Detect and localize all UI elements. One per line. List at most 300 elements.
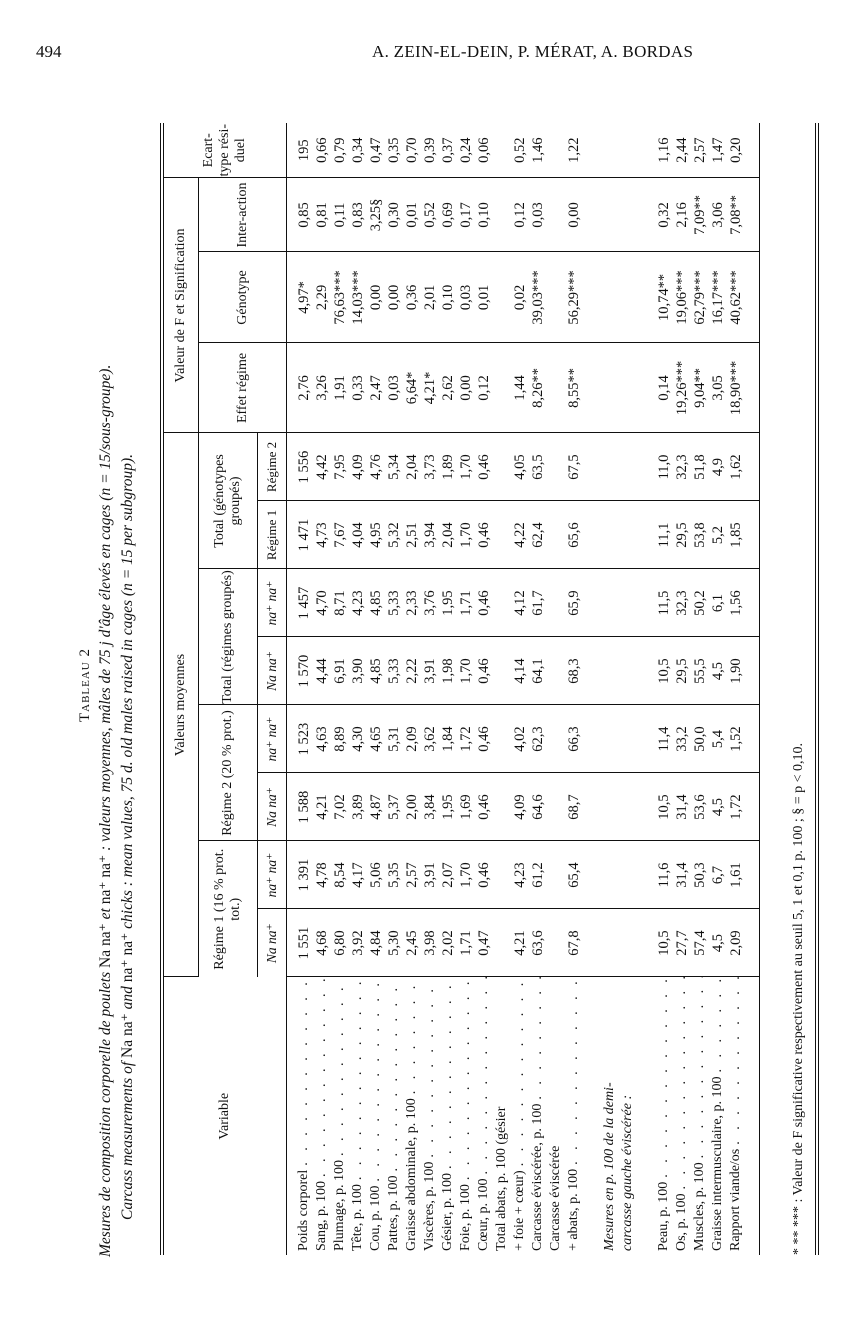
running-header-authors: A. ZEIN-EL-DEIN, P. MÉRAT, A. BORDAS xyxy=(372,42,694,61)
empty-cell xyxy=(637,773,655,841)
dot-leader xyxy=(385,978,403,1176)
empty-cell xyxy=(637,841,655,909)
dot-leader xyxy=(673,978,691,1194)
caption-text: Carcass measurements of xyxy=(119,1057,136,1220)
empty-cell xyxy=(287,637,296,705)
value-cell: 4,22 xyxy=(493,501,529,569)
row-label-line xyxy=(655,978,673,1252)
header-genotype-col: na⁺ na⁺ xyxy=(258,841,287,909)
value-cell: 4,04 xyxy=(349,501,367,569)
value-cell: 16,17*** xyxy=(709,252,727,343)
value-cell: 56,29*** xyxy=(547,252,583,343)
row-label-line xyxy=(727,978,745,1252)
value-cell: 4,17 xyxy=(349,841,367,909)
value-cell: 68,3 xyxy=(547,637,583,705)
value-cell: 3,94 xyxy=(421,501,439,569)
row-label-text: carcasse gauche éviscérée : xyxy=(620,1094,635,1251)
value-cell: 1,56 xyxy=(727,569,745,637)
row-label-line xyxy=(331,978,349,1252)
value-cell: 4,09 xyxy=(349,433,367,501)
value-cell: 0,47 xyxy=(475,909,493,977)
row-label xyxy=(403,977,421,1255)
double-rule xyxy=(815,123,819,1255)
value-cell: 64,1 xyxy=(529,637,547,705)
value-cell: 5,33 xyxy=(385,637,403,705)
value-cell: 4,44 xyxy=(313,637,331,705)
value-cell: 4,21 xyxy=(313,773,331,841)
empty-cell xyxy=(287,252,296,343)
value-cell: 0,34 xyxy=(349,123,367,178)
value-cell: 2,04 xyxy=(403,433,421,501)
empty-cell xyxy=(745,433,760,501)
caption-text: et xyxy=(97,904,114,924)
value-cell: 4,73 xyxy=(313,501,331,569)
value-cell: 8,55** xyxy=(547,343,583,433)
header-genotype-col: na⁺ na⁺ xyxy=(258,569,287,637)
empty-cell xyxy=(745,909,760,977)
value-cell: 3,98 xyxy=(421,909,439,977)
value-cell: 61,2 xyxy=(529,841,547,909)
header-genotype: Génotype xyxy=(199,252,287,343)
empty-cell xyxy=(287,841,296,909)
empty-cell xyxy=(583,977,601,1255)
row-label-text: Carcasse éviscérée xyxy=(548,1145,563,1251)
value-cell: 0,32 xyxy=(655,178,673,252)
empty-cell xyxy=(287,705,296,773)
spacer-row xyxy=(583,123,601,1255)
value-cell: 1,52 xyxy=(727,705,745,773)
value-cell: 4,78 xyxy=(313,841,331,909)
empty-cell xyxy=(287,773,296,841)
value-cell: 31,4 xyxy=(673,773,691,841)
empty-cell xyxy=(287,123,296,178)
value-cell: 3,91 xyxy=(421,637,439,705)
value-cell: 39,03*** xyxy=(529,252,547,343)
value-cell: 0,46 xyxy=(475,637,493,705)
table-row xyxy=(475,123,493,1255)
value-cell: 50,0 xyxy=(691,705,709,773)
value-cell: 0,00 xyxy=(457,343,475,433)
row-label-text: Rapport viande/os xyxy=(728,1148,743,1251)
value-cell: 57,4 xyxy=(691,909,709,977)
value-cell: 2,02 xyxy=(439,909,457,977)
value-cell: 0,46 xyxy=(475,569,493,637)
value-cell: 5,37 xyxy=(385,773,403,841)
value-cell: 3,06 xyxy=(709,178,727,252)
value-cell: 11,1 xyxy=(655,501,673,569)
value-cell: 1 391 xyxy=(295,841,313,909)
value-cell: 4,42 xyxy=(313,433,331,501)
value-cell: 4,85 xyxy=(367,569,385,637)
value-cell: 4,84 xyxy=(367,909,385,977)
value-cell: 5,4 xyxy=(709,705,727,773)
value-cell: 3,91 xyxy=(421,841,439,909)
row-label xyxy=(295,977,313,1255)
value-cell: 1,72 xyxy=(457,705,475,773)
table-row xyxy=(529,123,547,1255)
value-cell: 1 551 xyxy=(295,909,313,977)
header-regime-col: Régime 2 xyxy=(258,433,287,501)
empty-cell xyxy=(583,773,601,841)
row-label-text: Cœur, p. 100 xyxy=(476,1178,491,1251)
header-mean-values: Valeurs moyennes xyxy=(162,433,199,977)
value-cell: 4,21 xyxy=(493,909,529,977)
row-label-text: + foie + cœur) xyxy=(512,1170,527,1251)
value-cell: 0,10 xyxy=(475,178,493,252)
table-row xyxy=(727,123,745,1255)
table-row xyxy=(367,123,385,1255)
value-cell: 50,3 xyxy=(691,841,709,909)
value-cell: 65,6 xyxy=(547,501,583,569)
caption-genotype: Na na⁺ xyxy=(119,1013,136,1058)
header-genotype-col: Na na⁺ xyxy=(258,637,287,705)
caption-genotype: na⁺ na⁺ xyxy=(119,932,136,983)
table-body xyxy=(287,123,760,1255)
value-cell: 1,85 xyxy=(727,501,745,569)
table-row xyxy=(673,123,691,1255)
value-cell: 2,62 xyxy=(439,343,457,433)
value-cell: 3,62 xyxy=(421,705,439,773)
value-cell: 2,09 xyxy=(403,705,421,773)
value-cell xyxy=(601,252,637,343)
value-cell: 5,30 xyxy=(385,909,403,977)
dot-leader xyxy=(511,978,529,1171)
dot-leader xyxy=(421,978,439,1162)
value-cell: 1,46 xyxy=(529,123,547,178)
empty-cell xyxy=(637,501,655,569)
value-cell: 4,23 xyxy=(349,569,367,637)
value-cell: 3,05 xyxy=(709,343,727,433)
value-cell: 1,95 xyxy=(439,773,457,841)
row-label-text: Graisse abdominale, p. 100 xyxy=(404,1098,419,1251)
value-cell: 1,70 xyxy=(457,841,475,909)
dot-leader xyxy=(691,978,709,1163)
dot-leader xyxy=(655,978,673,1182)
value-cell: 1,91 xyxy=(331,343,349,433)
row-label-line xyxy=(493,978,511,1252)
value-cell: 4,12 xyxy=(493,569,529,637)
value-cell: 0,33 xyxy=(349,343,367,433)
header-variable: Variable xyxy=(162,977,287,1255)
value-cell: 63,6 xyxy=(529,909,547,977)
value-cell: 4,63 xyxy=(313,705,331,773)
value-cell: 3,26 xyxy=(313,343,331,433)
empty-cell xyxy=(745,977,760,1255)
value-cell: 32,3 xyxy=(673,569,691,637)
row-label-text: + abats, p. 100 xyxy=(566,1168,581,1251)
dot-leader xyxy=(529,978,547,1104)
value-cell: 0,00 xyxy=(385,252,403,343)
row-label-text: Carcasse éviscérée, p. 100 xyxy=(530,1103,545,1251)
row-label-line xyxy=(709,978,727,1252)
value-cell: 53,6 xyxy=(691,773,709,841)
row-label xyxy=(601,977,637,1255)
row-label-text: Gésier, p. 100 xyxy=(440,1173,455,1251)
value-cell: 4,68 xyxy=(313,909,331,977)
value-cell: 11,6 xyxy=(655,841,673,909)
value-cell: 1,70 xyxy=(457,501,475,569)
value-cell: 62,3 xyxy=(529,705,547,773)
empty-cell xyxy=(583,637,601,705)
value-cell xyxy=(601,773,637,841)
dot-leader xyxy=(403,978,421,1099)
value-cell xyxy=(601,637,637,705)
table-row xyxy=(403,123,421,1255)
value-cell xyxy=(601,705,637,773)
value-cell: 0,17 xyxy=(457,178,475,252)
row-label xyxy=(493,977,529,1255)
value-cell: 0,70 xyxy=(403,123,421,178)
dot-leader xyxy=(295,978,313,1170)
row-label-line xyxy=(673,978,691,1252)
value-cell: 29,5 xyxy=(673,637,691,705)
value-cell: 9,04** xyxy=(691,343,709,433)
value-cell: 1,47 xyxy=(709,123,727,178)
empty-cell xyxy=(745,343,760,433)
value-cell: 3,73 xyxy=(421,433,439,501)
value-cell: 67,5 xyxy=(547,433,583,501)
dot-leader xyxy=(727,978,745,1149)
value-cell: 1 570 xyxy=(295,637,313,705)
value-cell: 0,30 xyxy=(385,178,403,252)
empty-cell xyxy=(637,977,655,1255)
value-cell: 0,66 xyxy=(313,123,331,178)
row-label-line xyxy=(421,978,439,1252)
dot-leader xyxy=(709,978,727,1077)
value-cell: 1,95 xyxy=(439,569,457,637)
row-label-line xyxy=(349,978,367,1252)
value-cell: 3,89 xyxy=(349,773,367,841)
row-label-text: Peau, p. 100 xyxy=(656,1181,671,1251)
value-cell: 0,46 xyxy=(475,841,493,909)
empty-cell xyxy=(637,178,655,252)
value-cell: 0,36 xyxy=(403,252,421,343)
caption-text: chicks : mean values, 75 d. old males raised in cages (n = 15 per subgroup). xyxy=(119,454,136,933)
row-label-line xyxy=(313,978,331,1252)
empty-cell xyxy=(637,705,655,773)
value-cell: 3,92 xyxy=(349,909,367,977)
table-title: Tableau 2 xyxy=(77,647,93,723)
row-label-text: Graisse intermusculaire, p. 100 xyxy=(710,1076,725,1251)
value-cell: 1 523 xyxy=(295,705,313,773)
empty-cell xyxy=(583,705,601,773)
header-total-regimes: Total (régimes groupés) xyxy=(199,569,258,705)
value-cell: 10,5 xyxy=(655,773,673,841)
empty-cell xyxy=(583,501,601,569)
value-cell: 66,3 xyxy=(547,705,583,773)
value-cell: 4,65 xyxy=(367,705,385,773)
value-cell xyxy=(601,433,637,501)
value-cell: 2,51 xyxy=(403,501,421,569)
header-genotype-col: Na na⁺ xyxy=(258,909,287,977)
value-cell: 1,22 xyxy=(547,123,583,178)
header-residual-sd: Ecart-type rési-duel xyxy=(162,123,287,178)
header-interaction: Inter-action xyxy=(199,178,287,252)
empty-cell xyxy=(287,178,296,252)
row-label-line xyxy=(457,978,475,1252)
value-cell: 11,4 xyxy=(655,705,673,773)
value-cell: 27,7 xyxy=(673,909,691,977)
value-cell: 4,09 xyxy=(493,773,529,841)
value-cell: 50,2 xyxy=(691,569,709,637)
value-cell: 4,05 xyxy=(493,433,529,501)
value-cell: 33,2 xyxy=(673,705,691,773)
table-row xyxy=(385,123,403,1255)
footnote: * ** *** : Valeur de F significative respectivement au seuil 5, 1 et 0,1 p. 100 ; § = p < 0,10. xyxy=(791,742,806,1255)
value-cell: 3,84 xyxy=(421,773,439,841)
value-cell: 4,70 xyxy=(313,569,331,637)
value-cell xyxy=(601,343,637,433)
value-cell: 31,4 xyxy=(673,841,691,909)
value-cell: 2,07 xyxy=(439,841,457,909)
value-cell: 7,95 xyxy=(331,433,349,501)
table-row xyxy=(331,123,349,1255)
empty-cell xyxy=(745,123,760,178)
empty-cell xyxy=(287,909,296,977)
row-label-line xyxy=(619,978,637,1252)
value-cell: 5,2 xyxy=(709,501,727,569)
value-cell: 4,95 xyxy=(367,501,385,569)
value-cell: 2,44 xyxy=(673,123,691,178)
value-cell: 4,5 xyxy=(709,909,727,977)
value-cell: 6,1 xyxy=(709,569,727,637)
header-regime-1: Régime 1 (16 % prot. tot.) xyxy=(199,841,258,977)
value-cell: 67,8 xyxy=(547,909,583,977)
row-label-line xyxy=(511,978,529,1252)
value-cell: 0,37 xyxy=(439,123,457,178)
dot-leader xyxy=(439,978,457,1174)
value-cell: 19,06*** xyxy=(673,252,691,343)
empty-cell xyxy=(583,569,601,637)
dot-leader xyxy=(475,978,493,1179)
empty-cell xyxy=(637,123,655,178)
row-label-line xyxy=(385,978,403,1252)
empty-cell xyxy=(583,123,601,178)
value-cell: 5,35 xyxy=(385,841,403,909)
empty-cell xyxy=(745,569,760,637)
empty-cell xyxy=(745,637,760,705)
table-row xyxy=(295,123,313,1255)
value-cell: 5,32 xyxy=(385,501,403,569)
row-label xyxy=(421,977,439,1255)
value-cell: 2,47 xyxy=(367,343,385,433)
value-cell: 1 556 xyxy=(295,433,313,501)
value-cell: 10,5 xyxy=(655,909,673,977)
value-cell: 1,62 xyxy=(727,433,745,501)
value-cell: 1,16 xyxy=(655,123,673,178)
empty-cell xyxy=(745,501,760,569)
row-label-text: Foie, p. 100 xyxy=(458,1184,473,1251)
value-cell: 0,00 xyxy=(547,178,583,252)
value-cell xyxy=(601,178,637,252)
row-label xyxy=(709,977,727,1255)
value-cell: 2,22 xyxy=(403,637,421,705)
data-table xyxy=(160,123,760,1255)
value-cell: 0,46 xyxy=(475,433,493,501)
value-cell xyxy=(601,123,637,178)
value-cell: 2,29 xyxy=(313,252,331,343)
value-cell: 0,79 xyxy=(331,123,349,178)
table-row xyxy=(439,123,457,1255)
value-cell: 68,7 xyxy=(547,773,583,841)
row-label xyxy=(475,977,493,1255)
value-cell: 1,44 xyxy=(493,343,529,433)
value-cell: 7,09** xyxy=(691,178,709,252)
row-label xyxy=(673,977,691,1255)
value-cell: 2,04 xyxy=(439,501,457,569)
value-cell: 0,69 xyxy=(439,178,457,252)
value-cell: 0,12 xyxy=(475,343,493,433)
value-cell: 8,54 xyxy=(331,841,349,909)
value-cell: 76,63*** xyxy=(331,252,349,343)
section-row xyxy=(601,123,637,1255)
dot-leader xyxy=(313,978,331,1182)
value-cell: 0,01 xyxy=(475,252,493,343)
value-cell: 55,5 xyxy=(691,637,709,705)
value-cell: 0,39 xyxy=(421,123,439,178)
value-cell: 0,46 xyxy=(475,501,493,569)
value-cell: 0,81 xyxy=(313,178,331,252)
row-label xyxy=(313,977,331,1255)
row-label-line xyxy=(547,978,565,1252)
row-label-text: Cou, p. 100 xyxy=(368,1185,383,1251)
empty-cell xyxy=(287,569,296,637)
value-cell: 18,90*** xyxy=(727,343,745,433)
empty-cell xyxy=(583,841,601,909)
row-label xyxy=(529,977,547,1255)
value-cell: 63,5 xyxy=(529,433,547,501)
value-cell: 4,21* xyxy=(421,343,439,433)
value-cell: 4,9 xyxy=(709,433,727,501)
value-cell: 6,91 xyxy=(331,637,349,705)
value-cell: 61,7 xyxy=(529,569,547,637)
caption-genotype: Na na⁺ xyxy=(97,923,114,968)
value-cell: 10,5 xyxy=(655,637,673,705)
value-cell: 62,4 xyxy=(529,501,547,569)
value-cell: 29,5 xyxy=(673,501,691,569)
header-genotype-col: na⁺ na⁺ xyxy=(258,705,287,773)
value-cell: 0,47 xyxy=(367,123,385,178)
row-label-line xyxy=(403,978,421,1252)
value-cell: 2,01 xyxy=(421,252,439,343)
value-cell: 1 588 xyxy=(295,773,313,841)
dot-leader xyxy=(331,978,349,1161)
row-label-text: Mesures en p. 100 de la demi- xyxy=(602,1082,617,1251)
value-cell: 1,72 xyxy=(727,773,745,841)
value-cell: 2,76 xyxy=(295,343,313,433)
table-row xyxy=(421,123,439,1255)
value-cell: 14,03*** xyxy=(349,252,367,343)
value-cell: 51,8 xyxy=(691,433,709,501)
row-label-text: Poids corporel xyxy=(296,1169,311,1251)
value-cell: 5,34 xyxy=(385,433,403,501)
value-cell: 1,70 xyxy=(457,433,475,501)
row-label-line xyxy=(367,978,385,1252)
value-cell: 0,03 xyxy=(529,178,547,252)
value-cell: 1,69 xyxy=(457,773,475,841)
value-cell: 0,20 xyxy=(727,123,745,178)
value-cell: 5,33 xyxy=(385,569,403,637)
table-row xyxy=(709,123,727,1255)
value-cell: 1,84 xyxy=(439,705,457,773)
value-cell: 8,89 xyxy=(331,705,349,773)
value-cell: 0,52 xyxy=(493,123,529,178)
value-cell: 2,00 xyxy=(403,773,421,841)
table-row xyxy=(493,123,529,1255)
empty-cell xyxy=(637,343,655,433)
value-cell: 1,70 xyxy=(457,637,475,705)
value-cell: 0,14 xyxy=(655,343,673,433)
